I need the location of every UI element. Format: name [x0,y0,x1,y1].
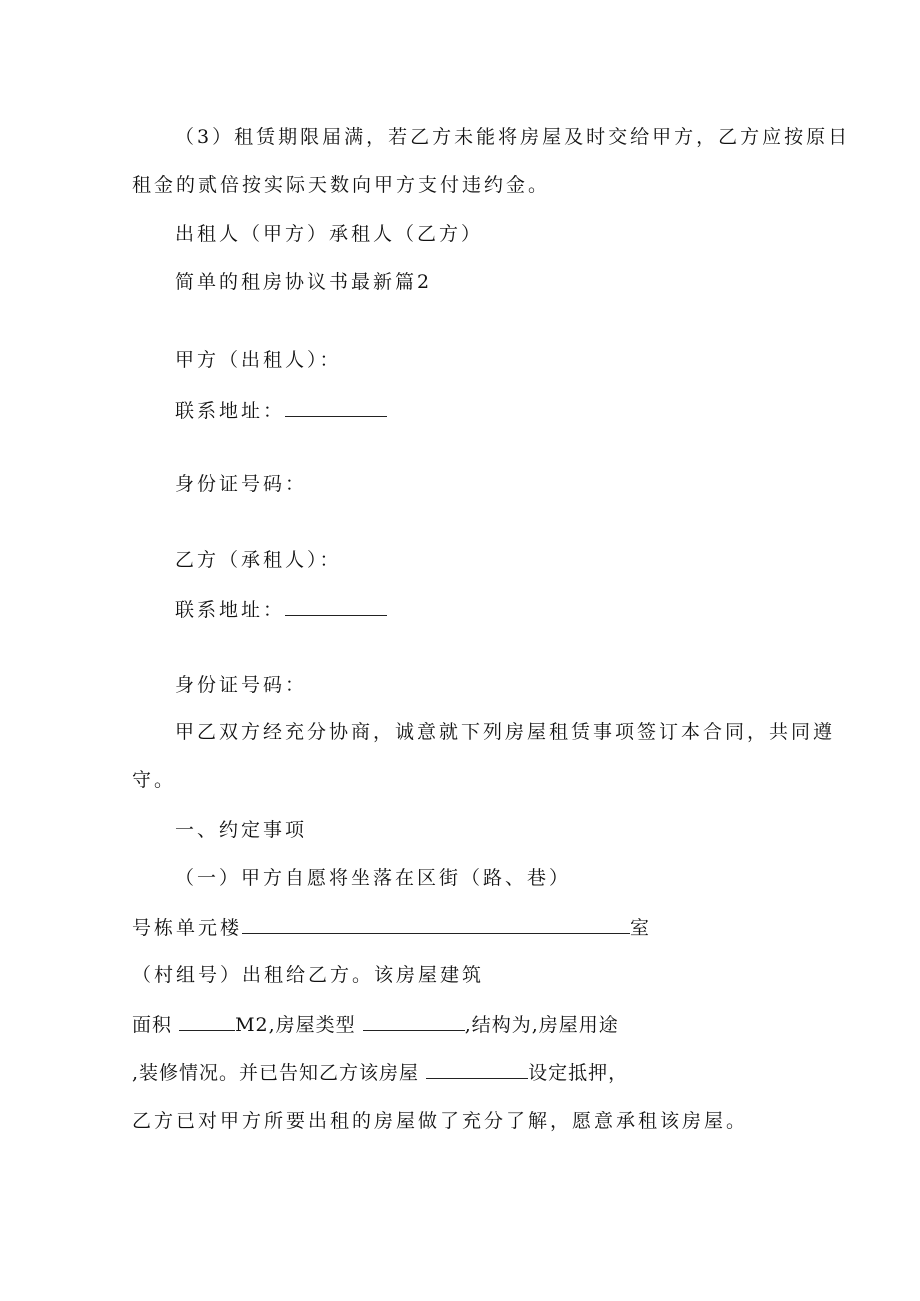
address-blank [242,915,630,934]
area-prefix: 面积 [132,1014,173,1036]
signature-line: 出租人（甲方）承租人（乙方） [175,223,484,245]
section-title: 简单的租房协议书最新篇2 [175,271,433,293]
party-b-address [175,597,387,622]
party-b-address-blank [285,597,387,616]
village-line: （村组号）出租给乙方。该房屋建筑 [132,964,485,986]
item-one: （一）甲方自愿将坐落在区街（路、巷） [175,867,572,889]
final-line: 乙方已对甲方所要出租的房屋做了充分了解，愿意承租该房屋。 [132,1110,749,1132]
clause-3-line-2: 租金的贰倍按实际天数向甲方支付违约金。 [132,174,551,196]
address-line [132,915,652,940]
heading-one: 一、约定事项 [175,819,308,841]
area-suffix: ,结构为,房屋用途 [464,1014,619,1036]
agreement-line-1: 甲乙双方经充分协商，诚意就下列房屋租赁事项签订本合同，共同遵 [175,721,836,743]
address-suffix: 室 [630,917,653,939]
agreement-line-2: 守。 [132,769,177,791]
party-a-address [175,398,387,423]
party-b-heading: 乙方（承租人）： [175,549,342,571]
party-a-address-label: 联系地址： [175,400,286,422]
mortgage-blank [426,1060,528,1079]
house-type-blank [363,1012,465,1031]
party-b-address-label: 联系地址： [175,599,286,621]
area-unit: M2,房屋类型 [235,1014,356,1036]
party-b-id-label: 身份证号码： [175,674,308,696]
address-prefix: 号栋单元楼 [132,917,243,939]
area-line [132,1012,619,1037]
area-blank [179,1012,235,1031]
decoration-suffix: 设定抵押， [528,1062,629,1084]
party-a-address-blank [285,398,387,417]
clause-3-line-1: （3）租赁期限届满，若乙方未能将房屋及时交给甲方，乙方应按原日 [175,126,851,148]
party-a-id-label: 身份证号码： [175,473,308,495]
decoration-prefix: ,装修情况。并已告知乙方该房屋 [132,1062,420,1084]
decoration-line [132,1060,628,1085]
party-a-heading: 甲方（出租人）： [175,349,342,371]
